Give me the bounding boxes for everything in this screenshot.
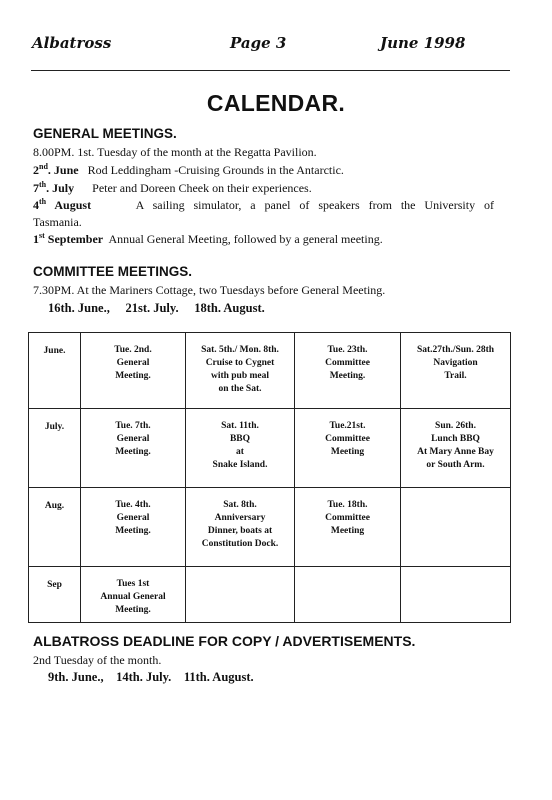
month-cell: June. <box>29 333 81 409</box>
publication-name: Albatross <box>32 34 112 52</box>
deadline-date: 11th. August. <box>183 670 254 684</box>
general-meeting-june: 2nd. June Rod Leddingham -Cruising Grounds in the Antarctic. <box>33 162 344 177</box>
page-title: CALENDAR. <box>206 90 346 116</box>
calendar-row-july <box>29 409 511 488</box>
calendar-row-june <box>29 333 511 409</box>
event-cell: Tue. 18th. Committee Meeting <box>295 488 401 567</box>
empty-cell <box>401 488 511 567</box>
general-meetings-heading: GENERAL MEETINGS. <box>33 126 177 141</box>
calendar-grid <box>28 332 511 623</box>
event-cell: Tue. 4th. General Meeting. <box>81 488 186 567</box>
deadline-dates <box>48 670 254 685</box>
committee-meetings-heading: COMMITTEE MEETINGS. <box>33 264 193 279</box>
event-cell: Tues 1st Annual General Meeting. <box>81 567 186 623</box>
committee-date: 18th. August. <box>194 301 265 315</box>
general-meetings-time: 8.00PM. 1st. Tuesday of the month at the Regatta Pavilion. <box>33 145 317 159</box>
general-meeting-september: 1st September Annual General Meeting, followed by a general meeting. <box>33 231 383 246</box>
event-cell: Sat. 11th. BBQ at Snake Island. <box>186 409 295 488</box>
committee-date: 16th. June., <box>48 301 110 315</box>
empty-cell <box>186 567 295 623</box>
calendar-row-september <box>29 567 511 623</box>
issue-date: June 1998 <box>380 34 466 52</box>
event-cell: Tue.21st. Committee Meeting <box>295 409 401 488</box>
general-meeting-july: 7th. July Peter and Doreen Cheek on their experiences. <box>33 180 312 195</box>
running-header <box>30 34 510 56</box>
event-cell: Sat. 5th./ Mon. 8th. Cruise to Cygnet with pub meal on the Sat. <box>186 333 295 409</box>
deadline-rule: 2nd Tuesday of the month. <box>33 653 162 667</box>
month-cell: Aug. <box>29 488 81 567</box>
general-meeting-august-cont: Tasmania. <box>33 215 82 229</box>
event-cell: Tue. 23th. Committee Meeting. <box>295 333 401 409</box>
deadline-date: 9th. June., <box>48 670 104 684</box>
event-cell: Tue. 7th. General Meeting. <box>81 409 186 488</box>
committee-date: 21st. July. <box>125 301 179 315</box>
empty-cell <box>401 567 511 623</box>
deadline-heading: ALBATROSS DEADLINE FOR COPY / ADVERTISEMENTS. <box>33 633 416 649</box>
deadline-date: 14th. July. <box>116 670 172 684</box>
empty-cell <box>295 567 401 623</box>
month-cell: July. <box>29 409 81 488</box>
committee-meeting-dates <box>48 301 265 316</box>
event-cell: Sat.27th./Sun. 28th Navigation Trail. <box>401 333 511 409</box>
header-rule <box>31 70 510 71</box>
calendar-row-august <box>29 488 511 567</box>
event-cell: Sun. 26th. Lunch BBQ At Mary Anne Bay or South Arm. <box>401 409 511 488</box>
month-cell: Sep <box>29 567 81 623</box>
event-cell: Tue. 2nd. General Meeting. <box>81 333 186 409</box>
general-meeting-august: 4th August A sailing simulator, a panel of speakers from the University of <box>33 197 494 212</box>
committee-meetings-time: 7.30PM. At the Mariners Cottage, two Tuesdays before General Meeting. <box>33 283 386 297</box>
page-number: Page 3 <box>230 34 287 52</box>
event-cell: Sat. 8th. Anniversary Dinner, boats at Constitution Dock. <box>186 488 295 567</box>
